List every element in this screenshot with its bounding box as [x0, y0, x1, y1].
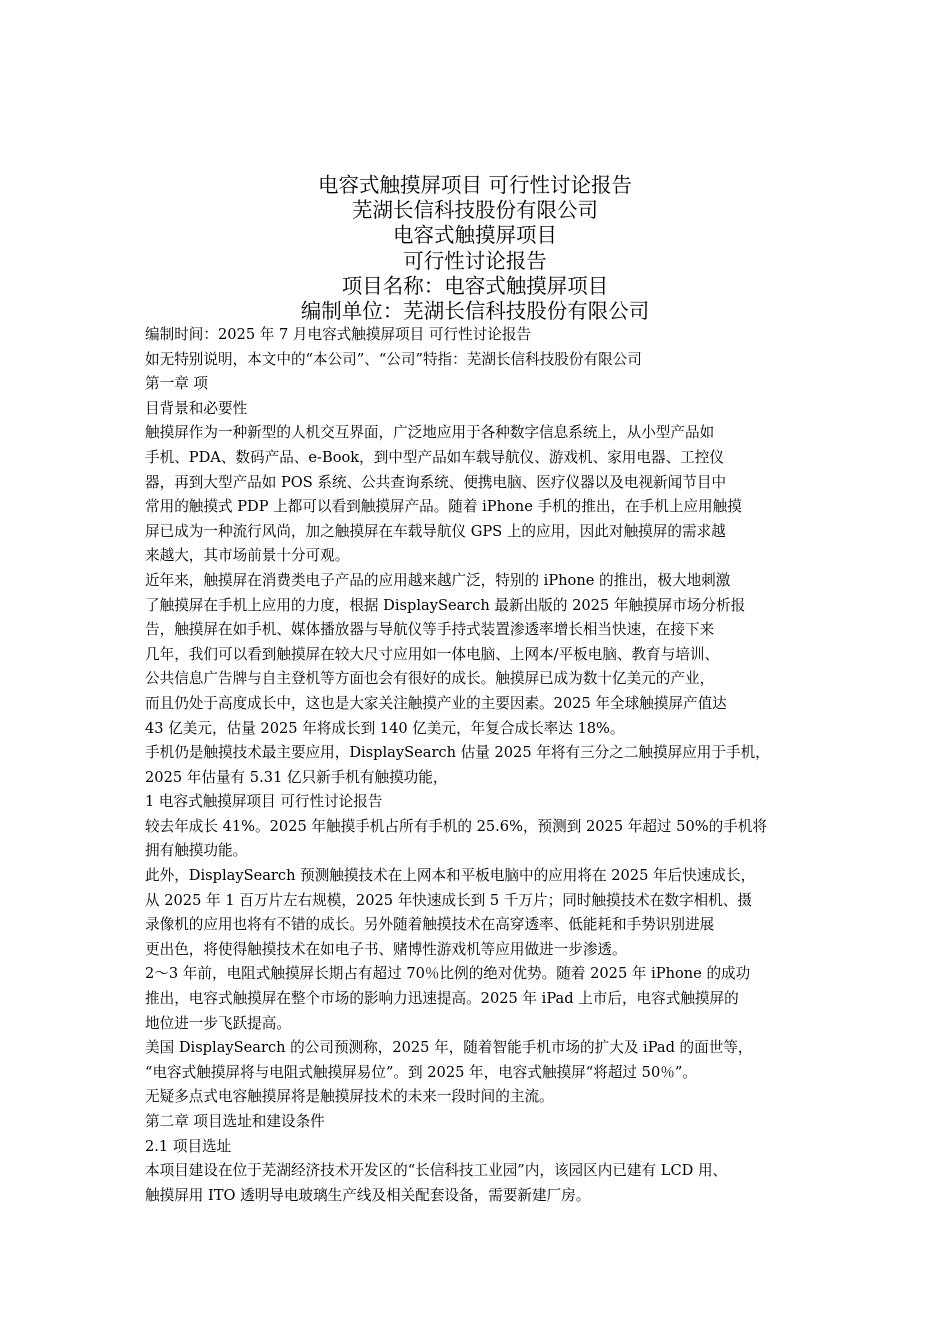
text-line: 2～3 年前，电阻式触摸屏长期占有超过 70％比例的绝对优势。随着 2025 年 iPhone 的成功 [145, 965, 751, 983]
text-line: 来越大，其市场前景十分可观。 [145, 547, 350, 565]
title-line: 芜湖长信科技股份有限公司 [352, 198, 598, 223]
text-line: 几年，我们可以看到触摸屏在较大尺寸应用如一体电脑、上网本/平板电脑、教育与培训、 [145, 645, 720, 663]
text-line: 较去年成长 41%。2025 年触摸手机占所有手机的 25.6%，预测到 2025 年超过 50%的手机将 [145, 817, 767, 835]
text-line: 1 电容式触摸屏项目 可行性讨论报告 [145, 793, 383, 811]
text-line: 第二章 项目选址和建设条件 [145, 1113, 325, 1130]
paragraph [145, 397, 825, 422]
text-line: 编制时间：2025 年 7 月电容式触摸屏项目 可行性讨论报告 [145, 326, 532, 343]
text-line: “电容式触摸屏将与电阻式触摸屏易位”。到 2025 年，电容式触摸屏“将超过 50％”。 [145, 1063, 697, 1081]
text-line: 推出，电容式触摸屏在整个市场的影响力迅速提高。2025 年 iPad 上市后，电容式触摸屏的 [145, 990, 739, 1008]
text-line: 手机仍是触摸技术最主要应用，DisplaySearch 估量 2025 年将有三分之二触摸屏应用于手机， [145, 744, 770, 762]
text-line: 美国 DisplaySearch 的公司预测称，2025 年，随着智能手机市场的扩大及 iPad 的面世等， [145, 1039, 753, 1057]
text-line: 而且仍处于高度成长中，这也是大家关注触摸产业的主要因素。2025 年全球触摸屏产值达 [145, 694, 727, 712]
paragraph [145, 421, 825, 569]
title-line: 项目名称：电容式触摸屏项目 [341, 273, 609, 298]
text-line: 了触摸屏在手机上应用的力度，根据 DisplaySearch 最新出版的 2025 年触摸屏市场分析报 [145, 596, 746, 614]
text-line: 触摸屏作为一种新型的人机交互界面，广泛地应用于各种数字信息系统上，从小型产品如 [145, 424, 715, 442]
paragraph [145, 569, 825, 741]
paragraph [145, 962, 825, 1036]
title-line: 电容式触摸屏项目 [393, 223, 557, 248]
title-line: 可行性讨论报告 [403, 248, 547, 273]
paragraph [145, 372, 825, 397]
text-line: 第一章 项 [145, 375, 209, 393]
text-line: 本项目建设在位于芜湖经济技术开发区的“长信科技工业园”内，该园区内已建有 LCD 用、 [145, 1162, 728, 1180]
text-line: 此外，DisplaySearch 预测触摸技术在上网本和平板电脑中的应用将在 2025 年后快速成长， [145, 867, 756, 885]
text-line: 从 2025 年 1 百万片左右规模，2025 年快速成长到 5 千万片；同时触摸技术在数字相机、摄 [145, 891, 752, 909]
text-line: 如无特别说明，本文中的“本公司”、“公司”特指：芜湖长信科技股份有限公司 [145, 350, 642, 368]
text-line: 告，触摸屏在如手机、媒体播放器与导航仪等手持式装置渗透率增长相当快速，在接下来 [145, 621, 715, 639]
text-line: 录像机的应用也将有不错的成长。另外随着触摸技术在高穿透率、低能耗和手势识别进展 [145, 916, 715, 934]
text-line: 公共信息广告牌与自主登机等方面也会有很好的成长。触摸屏已成为数十亿美元的产业， [145, 670, 715, 688]
text-line: 目背景和必要性 [145, 399, 248, 417]
document-body [145, 323, 825, 1208]
text-line: 近年来，触摸屏在消费类电子产品的应用越来越广泛，特别的 iPhone 的推出，极大地刺激 [145, 571, 731, 589]
text-line: 手机、PDA、数码产品、e-Book，到中型产品如车载导航仪、游戏机、家用电器、工控仪 [145, 448, 724, 466]
paragraph [145, 348, 825, 373]
title-block [0, 173, 950, 324]
paragraph [145, 864, 825, 962]
paragraph [145, 323, 825, 348]
text-line: 触摸屏用 ITO 透明导电玻璃生产线及相关配套设备，需要新建厂房。 [145, 1186, 591, 1204]
paragraph [145, 741, 825, 790]
text-line: 43 亿美元，估量 2025 年将成长到 140 亿美元，年复合成长率达 18%。 [145, 719, 625, 737]
paragraph [145, 790, 825, 815]
paragraph [145, 1159, 825, 1208]
paragraph [145, 1036, 825, 1110]
text-line: 2025 年估量有 5.31 亿只新手机有触摸功能， [145, 768, 448, 786]
text-line: 器，再到大型产品如 POS 系统、公共查询系统、便携电脑、医疗仪器以及电视新闻节目中 [145, 473, 727, 491]
text-line: 拥有触摸功能。 [145, 842, 248, 860]
text-line: 常用的触摸式 PDP 上都可以看到触摸屏产品。随着 iPhone 手机的推出，在手机上应用触摸 [145, 498, 742, 516]
text-line: 更出色，将使得触摸技术在如电子书、赌博性游戏机等应用做进一步渗透。 [145, 940, 627, 958]
text-line: 2.1 项目选址 [145, 1137, 232, 1155]
text-line: 地位进一步飞跃提高。 [145, 1014, 291, 1032]
paragraph [145, 1135, 825, 1160]
title-line: 编制单位：芜湖长信科技股份有限公司 [300, 299, 650, 324]
paragraph [145, 1110, 825, 1135]
text-line: 屏已成为一种流行风尚，加之触摸屏在车载导航仪 GPS 上的应用，因此对触摸屏的需求越 [145, 522, 726, 540]
paragraph [145, 815, 825, 864]
title-line: 电容式触摸屏项目 可行性讨论报告 [317, 173, 632, 197]
text-line: 无疑多点式电容触摸屏将是触摸屏技术的未来一段时间的主流。 [145, 1088, 554, 1106]
